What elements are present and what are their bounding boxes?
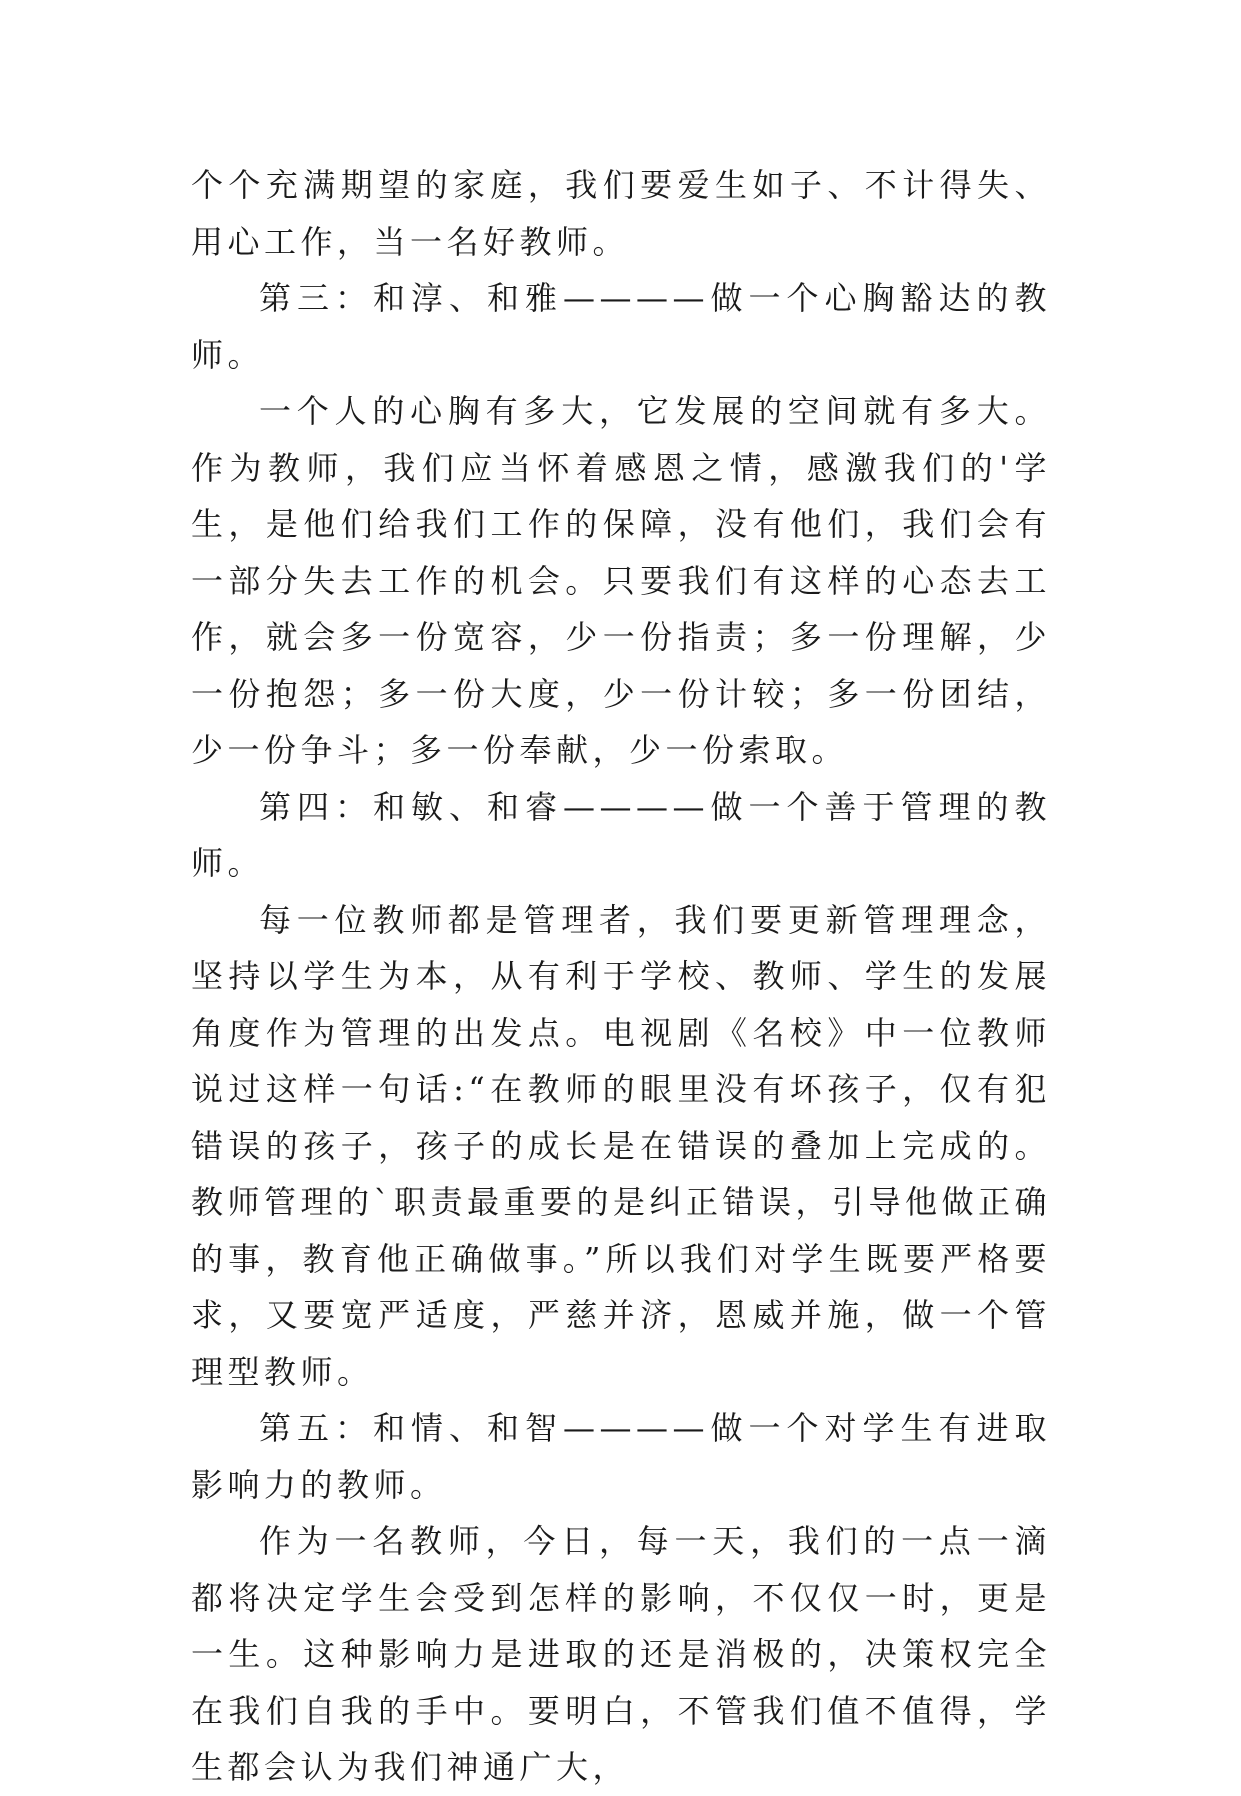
section-heading-third: 第三：和淳、和雅————做一个心胸豁达的教师。 <box>191 279 1051 374</box>
paragraph-management: 每一位教师都是管理者，我们要更新管理理念，坚持以学生为本，从有利于学校、教师、学生的发展角度作为管理的出发点。电视剧《名校》中一位教师说过这样一句话:“在教师的眼里没有坏孩子，仅有犯错误的孩子，孩子的成长是在错误的叠加上完成的。教师管理的`职责最重要的是纠正错误，引导他做正确的事，教育他正确做事。”所以我们对学生既要严格要求，又要宽严适度，严慈并济，恩威并施，做一个管理型教师。 <box>191 900 1052 1391</box>
paragraph-influence: 作为一名教师，今日，每一天，我们的一点一滴都将决定学生会受到怎样的影响，不仅仅一时，更是一生。这种影响力是进取的还是消极的，决策权完全在我们自我的手中。要明白，不管我们值不值得，学生都会认为我们神通广大， <box>191 1522 1051 1786</box>
section-heading-fourth: 第四：和敏、和睿————做一个善于管理的教师。 <box>191 787 1051 882</box>
paragraph-continuation: 个个充满期望的家庭，我们要爱生如子、不计得失、用心工作，当一名好教师。 <box>191 166 1051 261</box>
document-body <box>191 157 1051 1796</box>
paragraph-broad-mind: 一个人的心胸有多大，它发展的空间就有多大。作为教师，我们应当怀着感恩之情，感激我们的'学生，是他们给我们工作的保障，没有他们，我们会有一部分失去工作的机会。只要我们有这样的心态去工作，就会多一份宽容，少一份指责；多一份理解，少一份抱怨；多一份大度，少一份计较；多一份团结，少一份争斗；多一份奉献，少一份索取。 <box>191 392 1051 769</box>
section-heading-fifth: 第五：和情、和智————做一个对学生有进取影响力的教师。 <box>191 1409 1051 1504</box>
